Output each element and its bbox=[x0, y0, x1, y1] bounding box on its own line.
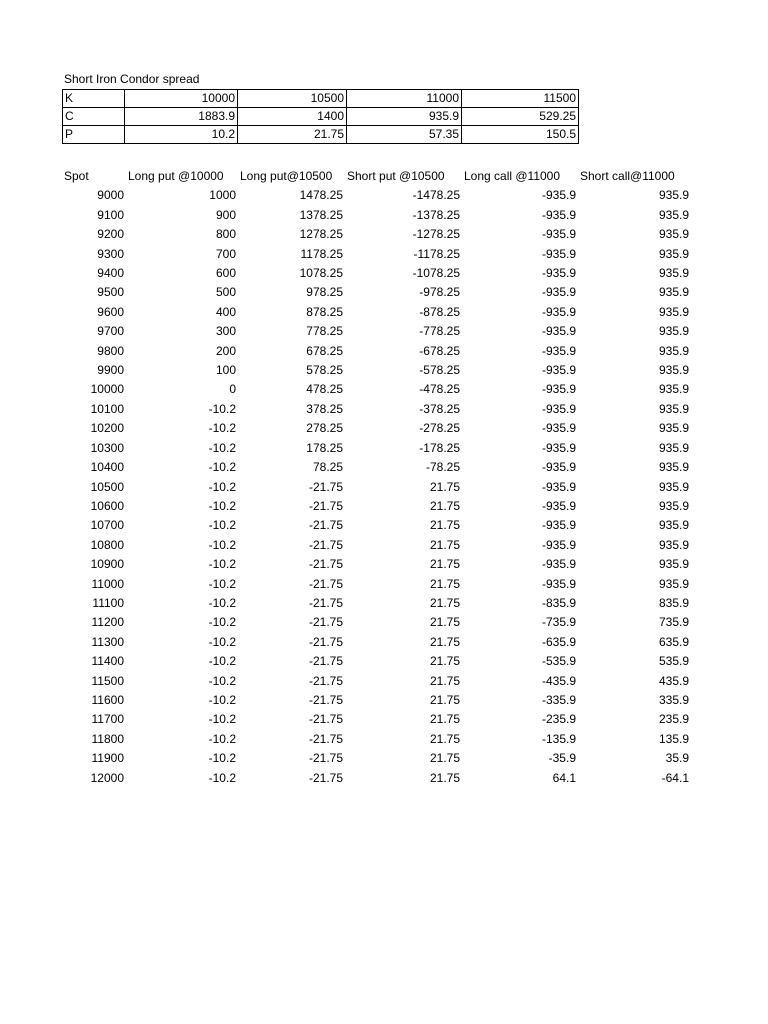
payoff-cell: 935.9 bbox=[658, 518, 689, 533]
param-value: 11000 bbox=[347, 90, 462, 108]
payoff-cell: 935.9 bbox=[658, 246, 689, 261]
payoff-cell: -578.25 bbox=[419, 363, 460, 378]
payoff-cell: 21.75 bbox=[429, 595, 460, 610]
payoff-cell: -10.2 bbox=[208, 692, 236, 707]
payoff-cell: -21.75 bbox=[308, 731, 343, 746]
payoff-cell: 1000 bbox=[209, 188, 236, 203]
payoff-cell: -21.75 bbox=[308, 479, 343, 494]
spot-cell: 9800 bbox=[97, 343, 124, 358]
table-row bbox=[62, 283, 691, 302]
payoff-cell: -21.75 bbox=[308, 518, 343, 533]
payoff-cell: -278.25 bbox=[419, 421, 460, 436]
payoff-cell: 935.9 bbox=[658, 304, 689, 319]
payoff-cell: -10.2 bbox=[208, 595, 236, 610]
payoff-cell: 935.9 bbox=[658, 382, 689, 397]
column-header: Long put @10000 bbox=[128, 169, 224, 183]
spot-cell: 10900 bbox=[90, 557, 124, 572]
table-row bbox=[62, 264, 691, 283]
payoff-cell: 878.25 bbox=[306, 304, 343, 319]
table-row bbox=[62, 478, 691, 497]
table-row bbox=[62, 710, 691, 729]
param-label: P bbox=[63, 126, 125, 144]
payoff-cell: -935.9 bbox=[541, 518, 576, 533]
payoff-cell: -935.9 bbox=[541, 343, 576, 358]
payoff-cell: 1078.25 bbox=[299, 266, 343, 281]
payoff-cell: -10.2 bbox=[208, 421, 236, 436]
payoff-cell: 935.9 bbox=[658, 285, 689, 300]
table-row bbox=[62, 769, 691, 788]
spot-cell: 11300 bbox=[91, 634, 124, 649]
table-row bbox=[62, 206, 691, 225]
payoff-cell: -935.9 bbox=[541, 382, 576, 397]
payoff-cell: 21.75 bbox=[429, 654, 460, 669]
payoff-cell: 21.75 bbox=[429, 731, 460, 746]
table-row bbox=[62, 225, 691, 244]
payoff-cell: 935.9 bbox=[658, 343, 689, 358]
payoff-cell: 0 bbox=[229, 382, 236, 397]
payoff-cell: 278.25 bbox=[306, 421, 343, 436]
payoff-cell: -10.2 bbox=[208, 634, 236, 649]
payoff-cell: 335.9 bbox=[658, 692, 689, 707]
table-row bbox=[62, 419, 691, 438]
spot-cell: 9600 bbox=[97, 304, 124, 319]
spot-cell: 9700 bbox=[97, 324, 124, 339]
payoff-cell: -735.9 bbox=[541, 615, 576, 630]
payoff-cell: 935.9 bbox=[658, 557, 689, 572]
table-row bbox=[62, 497, 691, 516]
payoff-cell: -935.9 bbox=[541, 576, 576, 591]
table-row bbox=[62, 749, 691, 768]
payoff-cell: -935.9 bbox=[541, 557, 576, 572]
payoff-cell: 935.9 bbox=[658, 576, 689, 591]
table-row bbox=[62, 555, 691, 574]
payoff-cell: 678.25 bbox=[306, 343, 343, 358]
payoff-cell: 935.9 bbox=[658, 207, 689, 222]
payoff-cell: -10.2 bbox=[208, 731, 236, 746]
payoff-cell: -935.9 bbox=[541, 363, 576, 378]
payoff-cell: -935.9 bbox=[541, 440, 576, 455]
payoff-cell: -21.75 bbox=[308, 498, 343, 513]
payoff-cell: -35.9 bbox=[548, 751, 576, 766]
payoff-cell: 21.75 bbox=[429, 576, 460, 591]
payoff-cell: -10.2 bbox=[208, 654, 236, 669]
param-value: 10000 bbox=[125, 90, 238, 108]
payoff-cell: -935.9 bbox=[541, 324, 576, 339]
payoff-cell: -10.2 bbox=[208, 712, 236, 727]
payoff-cell: -10.2 bbox=[208, 615, 236, 630]
payoff-cell: 935.9 bbox=[658, 324, 689, 339]
payoff-cell: -21.75 bbox=[308, 537, 343, 552]
payoff-cell: -478.25 bbox=[419, 382, 460, 397]
payoff-cell: -10.2 bbox=[208, 673, 236, 688]
param-value: 529.25 bbox=[462, 108, 579, 126]
payoff-cell: 35.9 bbox=[665, 751, 689, 766]
table-row bbox=[62, 633, 691, 652]
table-row bbox=[62, 575, 691, 594]
spot-cell: 10100 bbox=[90, 401, 124, 416]
payoff-cell: -21.75 bbox=[308, 692, 343, 707]
payoff-cell: 21.75 bbox=[429, 770, 460, 785]
payoff-cell: -21.75 bbox=[308, 712, 343, 727]
payoff-cell: -935.9 bbox=[541, 266, 576, 281]
table-row bbox=[62, 672, 691, 691]
payoff-cell: 21.75 bbox=[429, 673, 460, 688]
payoff-cell: -21.75 bbox=[308, 654, 343, 669]
table-row bbox=[62, 594, 691, 613]
payoff-cell: 735.9 bbox=[658, 615, 689, 630]
param-value: 1400 bbox=[238, 108, 347, 126]
param-value: 150.5 bbox=[462, 126, 579, 144]
payoff-cell: 935.9 bbox=[658, 498, 689, 513]
table-row bbox=[62, 652, 691, 671]
payoff-cell: 21.75 bbox=[429, 615, 460, 630]
payoff-cell: 1278.25 bbox=[299, 227, 343, 242]
spot-cell: 11800 bbox=[91, 731, 124, 746]
column-header: Long put@10500 bbox=[240, 169, 333, 183]
payoff-cell: 400 bbox=[215, 304, 236, 319]
payoff-cell: 935.9 bbox=[658, 266, 689, 281]
table-row bbox=[62, 458, 691, 477]
param-label: C bbox=[63, 108, 125, 126]
payoff-cell: 100 bbox=[215, 363, 236, 378]
spot-cell: 9000 bbox=[97, 188, 124, 203]
param-value: 1883.9 bbox=[125, 108, 238, 126]
payoff-cell: -935.9 bbox=[541, 421, 576, 436]
payoff-cell: 700 bbox=[215, 246, 236, 261]
payoff-cell: 21.75 bbox=[429, 634, 460, 649]
payoff-cell: 200 bbox=[215, 343, 236, 358]
spot-cell: 10700 bbox=[90, 518, 124, 533]
document-title: Short Iron Condor spread bbox=[64, 72, 200, 86]
table-row bbox=[62, 691, 691, 710]
payoff-cell: -10.2 bbox=[208, 479, 236, 494]
payoff-table bbox=[62, 167, 691, 788]
param-value: 21.75 bbox=[238, 126, 347, 144]
payoff-cell: -235.9 bbox=[541, 712, 576, 727]
payoff-cell: 21.75 bbox=[429, 518, 460, 533]
param-value: 935.9 bbox=[347, 108, 462, 126]
payoff-cell: -1478.25 bbox=[412, 188, 460, 203]
param-row-k bbox=[63, 90, 579, 108]
spot-cell: 10300 bbox=[90, 440, 124, 455]
payoff-cell: -935.9 bbox=[541, 479, 576, 494]
payoff-cell: -10.2 bbox=[208, 401, 236, 416]
spot-cell: 10200 bbox=[90, 421, 124, 436]
payoff-cell: -1278.25 bbox=[412, 227, 460, 242]
spot-cell: 10400 bbox=[90, 460, 124, 475]
payoff-cell: -21.75 bbox=[308, 615, 343, 630]
column-header: Spot bbox=[64, 169, 89, 183]
table-row bbox=[62, 439, 691, 458]
payoff-cell: 235.9 bbox=[658, 712, 689, 727]
payoff-cell: -835.9 bbox=[541, 595, 576, 610]
payoff-cell: 778.25 bbox=[306, 324, 343, 339]
payoff-cell: -21.75 bbox=[308, 673, 343, 688]
payoff-cell: -935.9 bbox=[541, 401, 576, 416]
payoff-cell: 135.9 bbox=[658, 731, 689, 746]
payoff-cell: -10.2 bbox=[208, 440, 236, 455]
payoff-cell: 1178.25 bbox=[300, 246, 343, 261]
payoff-cell: 300 bbox=[215, 324, 236, 339]
table-row bbox=[62, 380, 691, 399]
spot-cell: 11200 bbox=[91, 615, 124, 630]
payoff-cell: 1378.25 bbox=[299, 207, 343, 222]
payoff-cell: 900 bbox=[215, 207, 236, 222]
payoff-cell: 21.75 bbox=[429, 498, 460, 513]
payoff-cell: -135.9 bbox=[541, 731, 576, 746]
payoff-cell: 935.9 bbox=[658, 460, 689, 475]
param-value: 57.35 bbox=[347, 126, 462, 144]
payoff-cell: -935.9 bbox=[541, 207, 576, 222]
payoff-cell: -78.25 bbox=[425, 460, 460, 475]
payoff-cell: -378.25 bbox=[419, 401, 460, 416]
payoff-cell: 21.75 bbox=[429, 712, 460, 727]
payoff-cell: -21.75 bbox=[308, 557, 343, 572]
payoff-cell: -435.9 bbox=[541, 673, 576, 688]
param-row-c bbox=[63, 108, 579, 126]
payoff-cell: 935.9 bbox=[658, 363, 689, 378]
table-row bbox=[62, 361, 691, 380]
payoff-cell: 21.75 bbox=[429, 692, 460, 707]
payoff-cell: -935.9 bbox=[541, 537, 576, 552]
payoff-cell: 635.9 bbox=[658, 634, 689, 649]
payoff-cell: 478.25 bbox=[306, 382, 343, 397]
payoff-cell: 835.9 bbox=[658, 595, 689, 610]
column-header: Short put @10500 bbox=[347, 169, 445, 183]
spot-cell: 10500 bbox=[90, 479, 124, 494]
payoff-cell: 21.75 bbox=[429, 751, 460, 766]
spot-cell: 9200 bbox=[97, 227, 124, 242]
table-row bbox=[62, 303, 691, 322]
table-row bbox=[62, 730, 691, 749]
payoff-cell: 178.25 bbox=[306, 440, 343, 455]
table-row bbox=[62, 516, 691, 535]
param-value: 10.2 bbox=[125, 126, 238, 144]
payoff-cell: 935.9 bbox=[658, 188, 689, 203]
payoff-cell: 978.25 bbox=[306, 285, 343, 300]
payoff-cell: -935.9 bbox=[541, 188, 576, 203]
payoff-cell: -935.9 bbox=[541, 227, 576, 242]
payoff-cell: -21.75 bbox=[308, 576, 343, 591]
spot-cell: 11000 bbox=[91, 576, 124, 591]
payoff-cell: -978.25 bbox=[419, 285, 460, 300]
payoff-cell: -1378.25 bbox=[412, 207, 460, 222]
payoff-cell: -10.2 bbox=[208, 770, 236, 785]
payoff-cell: 535.9 bbox=[658, 654, 689, 669]
payoff-cell: 935.9 bbox=[658, 479, 689, 494]
payoff-cell: 935.9 bbox=[658, 227, 689, 242]
payoff-cell: -10.2 bbox=[208, 537, 236, 552]
param-row-p bbox=[63, 126, 579, 144]
payoff-cell: -935.9 bbox=[541, 285, 576, 300]
payoff-cell: -778.25 bbox=[419, 324, 460, 339]
payoff-cell: -21.75 bbox=[308, 770, 343, 785]
payoff-cell: 78.25 bbox=[312, 460, 343, 475]
payoff-cell: -678.25 bbox=[419, 343, 460, 358]
payoff-cell: -10.2 bbox=[208, 751, 236, 766]
payoff-cell: -535.9 bbox=[541, 654, 576, 669]
spot-cell: 10600 bbox=[90, 498, 124, 513]
payoff-cell: 21.75 bbox=[429, 537, 460, 552]
payoff-cell: -21.75 bbox=[308, 634, 343, 649]
spot-cell: 9300 bbox=[97, 246, 124, 261]
spot-cell: 11600 bbox=[91, 692, 124, 707]
payoff-cell: 935.9 bbox=[658, 421, 689, 436]
param-label: K bbox=[63, 90, 125, 108]
payoff-cell: -1078.25 bbox=[412, 266, 460, 281]
column-header: Long call @11000 bbox=[464, 169, 561, 183]
payoff-cell: 500 bbox=[215, 285, 236, 300]
payoff-cell: -21.75 bbox=[308, 751, 343, 766]
spot-cell: 9500 bbox=[97, 285, 124, 300]
payoff-cell: -935.9 bbox=[541, 460, 576, 475]
payoff-cell: -64.1 bbox=[661, 770, 689, 785]
payoff-cell: 600 bbox=[215, 266, 236, 281]
strike-premium-table bbox=[62, 89, 579, 144]
payoff-cell: 935.9 bbox=[658, 537, 689, 552]
table-row bbox=[62, 613, 691, 632]
spot-cell: 9400 bbox=[97, 266, 124, 281]
payoff-cell: -935.9 bbox=[541, 498, 576, 513]
payoff-cell: 935.9 bbox=[658, 401, 689, 416]
payoff-header-row bbox=[62, 167, 691, 186]
payoff-cell: -935.9 bbox=[541, 246, 576, 261]
payoff-cell: 435.9 bbox=[658, 673, 689, 688]
payoff-cell: 578.25 bbox=[306, 363, 343, 378]
payoff-cell: -10.2 bbox=[208, 557, 236, 572]
spot-cell: 11900 bbox=[91, 751, 124, 766]
payoff-cell: 1478.25 bbox=[299, 188, 343, 203]
payoff-cell: -10.2 bbox=[208, 460, 236, 475]
payoff-cell: -21.75 bbox=[308, 595, 343, 610]
payoff-cell: 21.75 bbox=[429, 479, 460, 494]
payoff-cell: -178.25 bbox=[419, 440, 460, 455]
payoff-cell: -10.2 bbox=[208, 576, 236, 591]
column-header: Short call@11000 bbox=[580, 169, 675, 183]
table-row bbox=[62, 186, 691, 205]
payoff-cell: 378.25 bbox=[306, 401, 343, 416]
table-row bbox=[62, 342, 691, 361]
table-row bbox=[62, 536, 691, 555]
param-value: 11500 bbox=[462, 90, 579, 108]
payoff-cell: -878.25 bbox=[419, 304, 460, 319]
spot-cell: 9900 bbox=[97, 363, 124, 378]
spot-cell: 11400 bbox=[91, 654, 124, 669]
spot-cell: 11100 bbox=[92, 595, 124, 610]
payoff-cell: 800 bbox=[215, 227, 236, 242]
spot-cell: 10800 bbox=[90, 537, 124, 552]
payoff-cell: -935.9 bbox=[541, 304, 576, 319]
table-row bbox=[62, 245, 691, 264]
payoff-cell: 935.9 bbox=[658, 440, 689, 455]
spot-cell: 9100 bbox=[97, 207, 124, 222]
spot-cell: 12000 bbox=[90, 770, 124, 785]
payoff-cell: -635.9 bbox=[541, 634, 576, 649]
payoff-cell: -335.9 bbox=[541, 692, 576, 707]
payoff-cell: -10.2 bbox=[208, 518, 236, 533]
table-row bbox=[62, 400, 691, 419]
spot-cell: 11700 bbox=[91, 712, 124, 727]
payoff-cell: 64.1 bbox=[552, 770, 576, 785]
spot-cell: 10000 bbox=[90, 382, 124, 397]
payoff-cell: 21.75 bbox=[429, 557, 460, 572]
payoff-cell: -1178.25 bbox=[413, 246, 460, 261]
payoff-cell: -10.2 bbox=[208, 498, 236, 513]
param-value: 10500 bbox=[238, 90, 347, 108]
table-row bbox=[62, 322, 691, 341]
spot-cell: 11500 bbox=[91, 673, 124, 688]
